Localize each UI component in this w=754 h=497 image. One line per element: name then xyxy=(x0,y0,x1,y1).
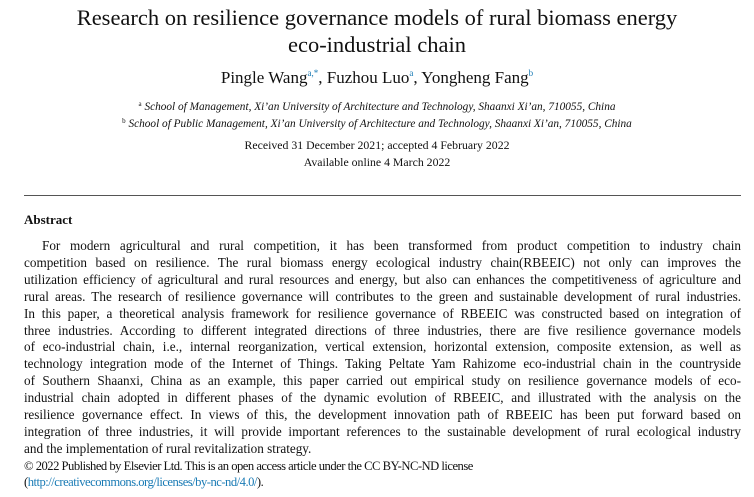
copyright-notice xyxy=(24,458,473,490)
author-marks[interactable]: b xyxy=(528,68,534,78)
abstract-line: of Southern Shaanxi, China as an example, this paper carried out empirical study on resilience governance models of eco- xyxy=(24,373,741,389)
abstract-line: resilience governance effect. In views of this, the development innovation path of RBEEIC has been put forward based on xyxy=(24,407,741,423)
abstract-line: industrial chain adopted in different phases of the dynamic evolution of RBEEIC, and illustrated with the analysis on the xyxy=(24,390,741,406)
author-list: Pingle Wang$^{a,*}$, Fuzhou Luo$^a$, Yongheng Fang$^b$ xyxy=(220,68,534,87)
abstract-line: utilization efficiency of agricultural and rural resources and energy, but also can enhances the competitiveness of agriculture and xyxy=(24,271,741,287)
affiliation xyxy=(0,100,754,113)
author-marks[interactable]: a xyxy=(409,68,414,78)
paper-title xyxy=(0,4,754,58)
affiliation-text: School of Management, Xi’an University of Architecture and Technology, Shaanxi Xi’an, 710055, China xyxy=(144,101,616,113)
affiliation-mark: b xyxy=(122,117,126,125)
copyright-text: © 2022 Published by Elsevier Ltd. This is an open access article under the CC BY-NC-ND license xyxy=(24,459,473,473)
abstract-line: In this paper, a theoretical analysis framework for resilience governance of RBEEIC was constructed based on integration of xyxy=(24,305,741,321)
abstract-body xyxy=(24,238,741,458)
abstract-line: of eco-industrial chain, i.e., internal reorganization, vertical extension, horizontal extension, composite extension, as well as xyxy=(24,339,741,355)
abstract-line: technology integration mode of the Internet of Things. Taking Peltate Yam Rahizome eco-industrial chain in the countryside xyxy=(24,356,741,372)
author-name[interactable]: Yongheng Fang xyxy=(421,68,529,87)
author-marks[interactable]: a,* xyxy=(307,68,319,78)
author-name[interactable]: Pingle Wang xyxy=(220,68,308,87)
abstract-line: For modern agricultural and rural competition, it has been transformed from product competition to industry chain xyxy=(42,238,741,253)
abstract-line: and the implementation of rural revitalization strategy. xyxy=(24,440,312,456)
paren: ( xyxy=(24,475,28,489)
abstract-line: three industries. According to different integrated directions of three industries, there are five resilience governance models xyxy=(24,322,741,338)
paren: ). xyxy=(256,475,264,489)
affiliation-mark: a xyxy=(138,100,142,108)
available-online: Available online 4 March 2022 xyxy=(303,155,451,169)
author-name[interactable]: Fuzhou Luo xyxy=(326,68,410,87)
affiliation-text: School of Public Management, Xi’an University of Architecture and Technology, Shaanxi Xi’an, 710055, China xyxy=(128,118,632,130)
affiliation xyxy=(0,117,754,130)
license-link[interactable]: http://creativecommons.org/licenses/by-nc-nd/4.0/ xyxy=(27,475,257,489)
abstract-line: competition based on resilience. The rural biomass energy ecological industry chain(RBEEIC) not only can improves the xyxy=(24,254,741,270)
title-line: eco-industrial chain xyxy=(287,32,467,57)
divider xyxy=(24,195,741,196)
title-line: Research on resilience governance models of rural biomass energy xyxy=(76,5,678,30)
received-dates: Received 31 December 2021; accepted 4 February 2022 xyxy=(244,138,510,152)
abstract-heading: Abstract xyxy=(24,212,73,227)
abstract-line: rural areas. The research of resilience governance will contributes to the green and sustainable development of rural industries. xyxy=(24,288,741,304)
abstract-line: integration of three industries, it will provide important references to the sustainable development of rural ecological industry xyxy=(24,423,741,439)
